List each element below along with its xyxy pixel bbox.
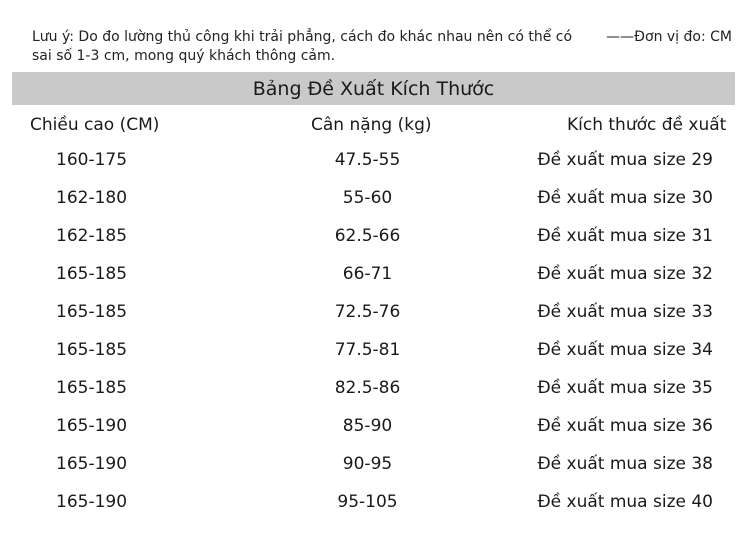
cell-height: 162-180	[56, 188, 128, 208]
table-row	[0, 336, 750, 374]
cell-size: Đề xuất mua size 33	[537, 302, 713, 322]
table-row	[0, 260, 750, 298]
cell-size: Đề xuất mua size 29	[537, 150, 713, 170]
table-header-row	[0, 112, 750, 138]
cell-weight: 55-60	[342, 188, 393, 208]
cell-size: Đề xuất mua size 38	[537, 454, 713, 474]
table-row	[0, 412, 750, 450]
table-row	[0, 488, 750, 526]
cell-size: Đề xuất mua size 40	[537, 492, 713, 512]
table-title: Bảng Đề Xuất Kích Thước	[252, 77, 495, 100]
header-height: Chiều cao (CM)	[30, 115, 160, 135]
cell-weight: 62.5-66	[334, 226, 401, 246]
cell-size: Đề xuất mua size 36	[537, 416, 713, 436]
table-title-bar	[12, 72, 735, 105]
cell-size: Đề xuất mua size 35	[537, 378, 713, 398]
cell-height: 165-190	[56, 492, 128, 512]
table-row	[0, 222, 750, 260]
table-row	[0, 450, 750, 488]
cell-height: 160-175	[56, 150, 128, 170]
cell-height: 165-185	[56, 340, 128, 360]
table-row	[0, 298, 750, 336]
cell-weight: 72.5-76	[334, 302, 401, 322]
header-weight: Cân nặng (kg)	[311, 115, 432, 135]
cell-size: Đề xuất mua size 31	[537, 226, 713, 246]
measurement-note: Lưu ý: Do đo lường thủ công khi trải phẳng, cách đo khác nhau nên có thể có sai số 1-3 cm, mong quý khách thông cảm.	[32, 29, 573, 64]
cell-height: 165-185	[56, 378, 128, 398]
table-row	[0, 184, 750, 222]
cell-weight: 47.5-55	[334, 150, 401, 170]
unit-label: ——Đơn vị đo: CM	[606, 29, 732, 45]
cell-size: Đề xuất mua size 32	[537, 264, 713, 284]
cell-weight: 95-105	[337, 492, 398, 512]
size-table-body	[0, 146, 750, 526]
cell-height: 162-185	[56, 226, 128, 246]
cell-size: Đề xuất mua size 30	[537, 188, 713, 208]
cell-weight: 82.5-86	[334, 378, 401, 398]
table-row	[0, 374, 750, 412]
cell-height: 165-190	[56, 416, 128, 436]
cell-size: Đề xuất mua size 34	[537, 340, 713, 360]
cell-height: 165-185	[56, 264, 128, 284]
cell-weight: 77.5-81	[334, 340, 401, 360]
cell-weight: 85-90	[342, 416, 393, 436]
cell-height: 165-190	[56, 454, 128, 474]
table-row	[0, 146, 750, 184]
header-recommended-size: Kích thước đề xuất	[567, 115, 727, 135]
cell-weight: 90-95	[342, 454, 393, 474]
cell-height: 165-185	[56, 302, 128, 322]
cell-weight: 66-71	[342, 264, 393, 284]
